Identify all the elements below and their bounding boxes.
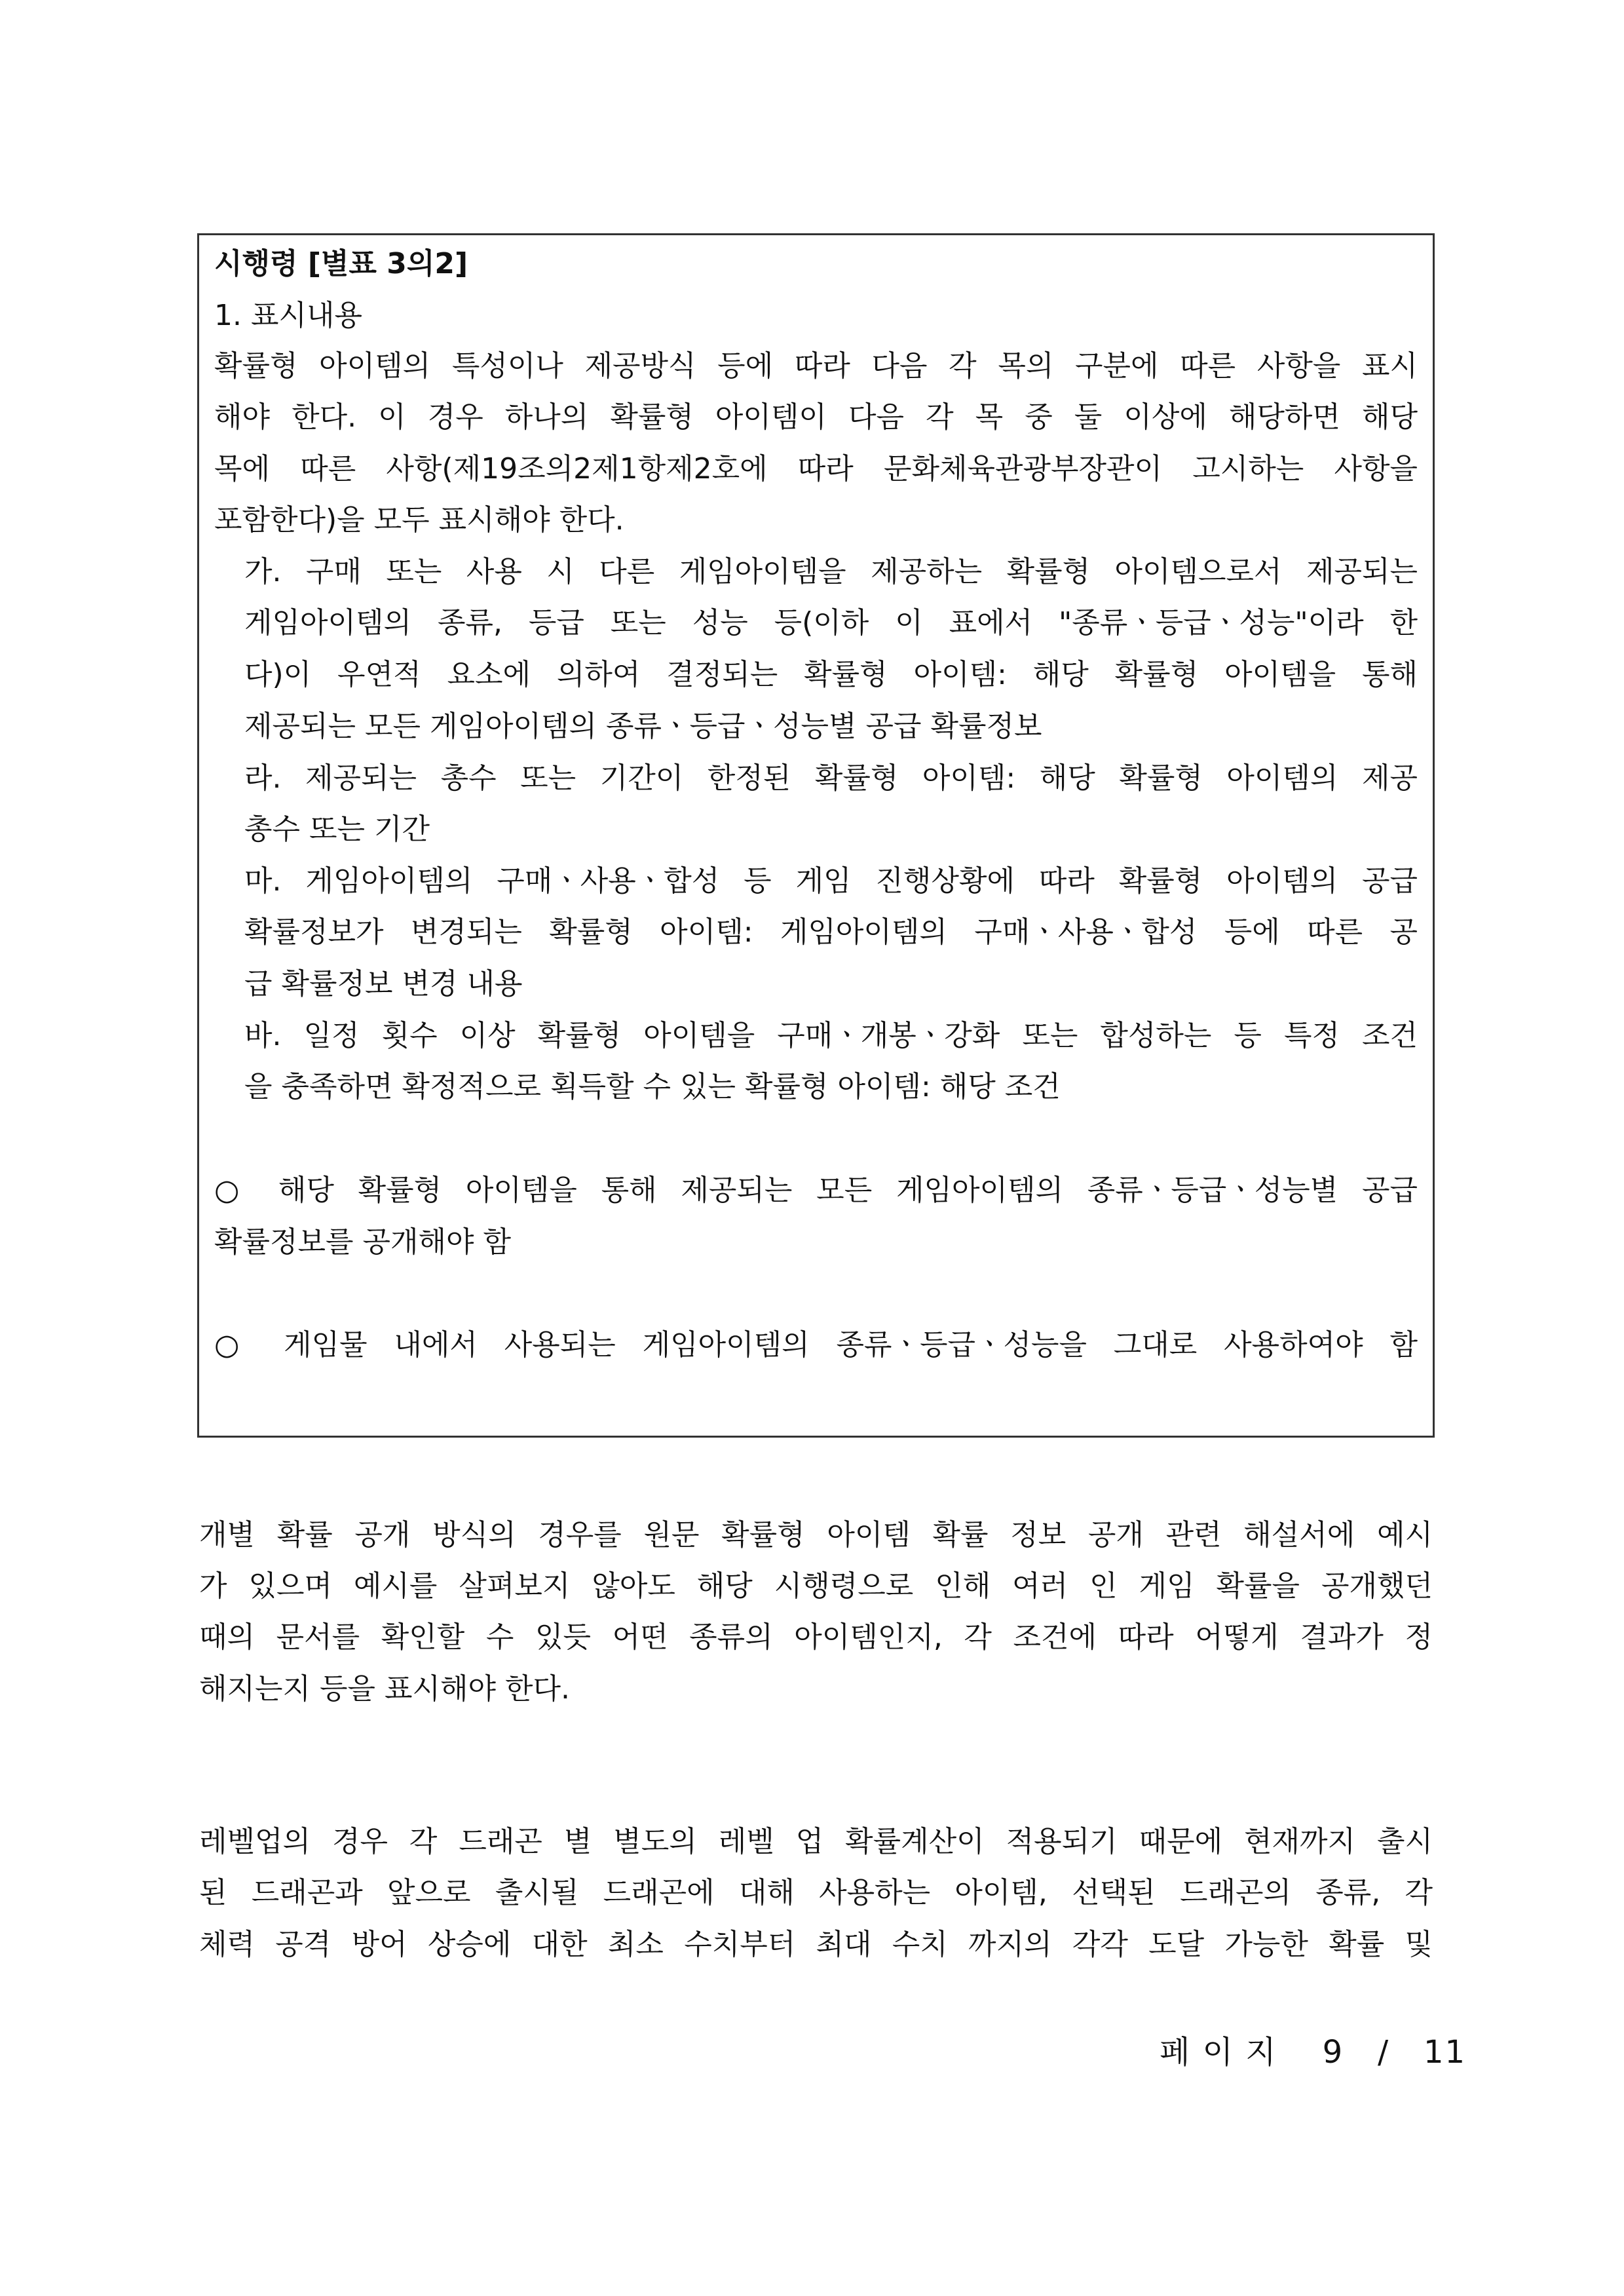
paragraph-line: 된 드래곤과 앞으로 출시될 드래곤에 대해 사용하는 아이템, 선택된 드래곤의 종류, 각 xyxy=(199,1876,1433,1909)
page-current: 9 xyxy=(1322,2034,1344,2071)
box-item-line: 확률정보가 변경되는 확률형 아이템: 게임아이템의 구매ㆍ사용ㆍ합성 등에 따른 공 xyxy=(244,915,1418,949)
box-item-line: 제공되는 모든 게임아이템의 종류ㆍ등급ㆍ성능별 공급 확률정보 xyxy=(244,710,1042,743)
box-item-line: 바. 일정 횟수 이상 확률형 아이템을 구매ㆍ개봉ㆍ강화 또는 합성하는 등 특정 조건 xyxy=(244,1019,1418,1052)
box-item-line: 총수 또는 기간 xyxy=(244,813,430,846)
box-text-line: 포함한다)을 모두 표시해야 한다. xyxy=(214,503,624,537)
page-number xyxy=(1160,2031,1466,2073)
page-label: 페 이 지 xyxy=(1160,2034,1277,2071)
box-item-line: 마. 게임아이템의 구매ㆍ사용ㆍ합성 등 게임 진행상황에 따라 확률형 아이템의 공급 xyxy=(244,864,1418,898)
box-section-heading: 1. 표시내용 xyxy=(214,299,362,332)
box-title: 시행령 [별표 3의2] xyxy=(214,247,468,280)
box-bullet-line: ○ 게임물 내에서 사용되는 게임아이템의 종류ㆍ등급ㆍ성능을 그대로 사용하여야 함 xyxy=(214,1328,1418,1362)
paragraph-line: 해지는지 등을 표시해야 한다. xyxy=(199,1672,570,1706)
paragraph-line: 체력 공격 방어 상승에 대한 최소 수치부터 최대 수치 까지의 각각 도달 가능한 확률 및 xyxy=(199,1928,1433,1961)
box-item-line: 게임아이템의 종류, 등급 또는 성능 등(이하 이 표에서 "종류ㆍ등급ㆍ성능"이라 한 xyxy=(244,606,1418,640)
page-separator: / xyxy=(1378,2034,1390,2071)
page-total: 11 xyxy=(1423,2034,1467,2071)
paragraph-line: 레벨업의 경우 각 드래곤 별 별도의 레벨 업 확률계산이 적용되기 때문에 현재까지 출시 xyxy=(199,1825,1433,1858)
paragraph-line: 가 있으며 예시를 살펴보지 않아도 해당 시행령으로 인해 여러 인 게임 확률을 공개했던 xyxy=(199,1569,1433,1603)
box-text-line: 해야 한다. 이 경우 하나의 확률형 아이템이 다음 각 목 중 둘 이상에 해당하면 해당 xyxy=(214,400,1418,434)
box-text-line: 확률형 아이템의 특성이나 제공방식 등에 따라 다음 각 목의 구분에 따른 사항을 표시 xyxy=(214,349,1418,383)
box-item-line: 급 확률정보 변경 내용 xyxy=(244,967,523,1001)
box-bullet-line: 확률정보를 공개해야 함 xyxy=(214,1225,512,1259)
statute-excerpt-box xyxy=(197,233,1435,1438)
box-item-line: 가. 구매 또는 사용 시 다른 게임아이템을 제공하는 확률형 아이템으로서 제공되는 xyxy=(244,555,1418,588)
box-text-line: 목에 따른 사항(제19조의2제1항제2호에 따라 문화체육관광부장관이 고시하는 사항을 xyxy=(214,452,1418,486)
paragraph-line: 때의 문서를 확인할 수 있듯 어떤 종류의 아이템인지, 각 조건에 따라 어떻게 결과가 정 xyxy=(199,1620,1433,1654)
paragraph-line: 개별 확률 공개 방식의 경우를 원문 확률형 아이템 확률 정보 공개 관련 해설서에 예시 xyxy=(199,1518,1433,1552)
box-item-line: 다)이 우연적 요소에 의하여 결정되는 확률형 아이템: 해당 확률형 아이템을 통해 xyxy=(244,658,1418,691)
box-bullet-line: ○ 해당 확률형 아이템을 통해 제공되는 모든 게임아이템의 종류ㆍ등급ㆍ성능별 공급 xyxy=(214,1174,1418,1207)
box-item-line: 을 충족하면 확정적으로 획득할 수 있는 확률형 아이템: 해당 조건 xyxy=(244,1070,1061,1103)
box-item-line: 라. 제공되는 총수 또는 기간이 한정된 확률형 아이템: 해당 확률형 아이템의 제공 xyxy=(244,761,1418,795)
